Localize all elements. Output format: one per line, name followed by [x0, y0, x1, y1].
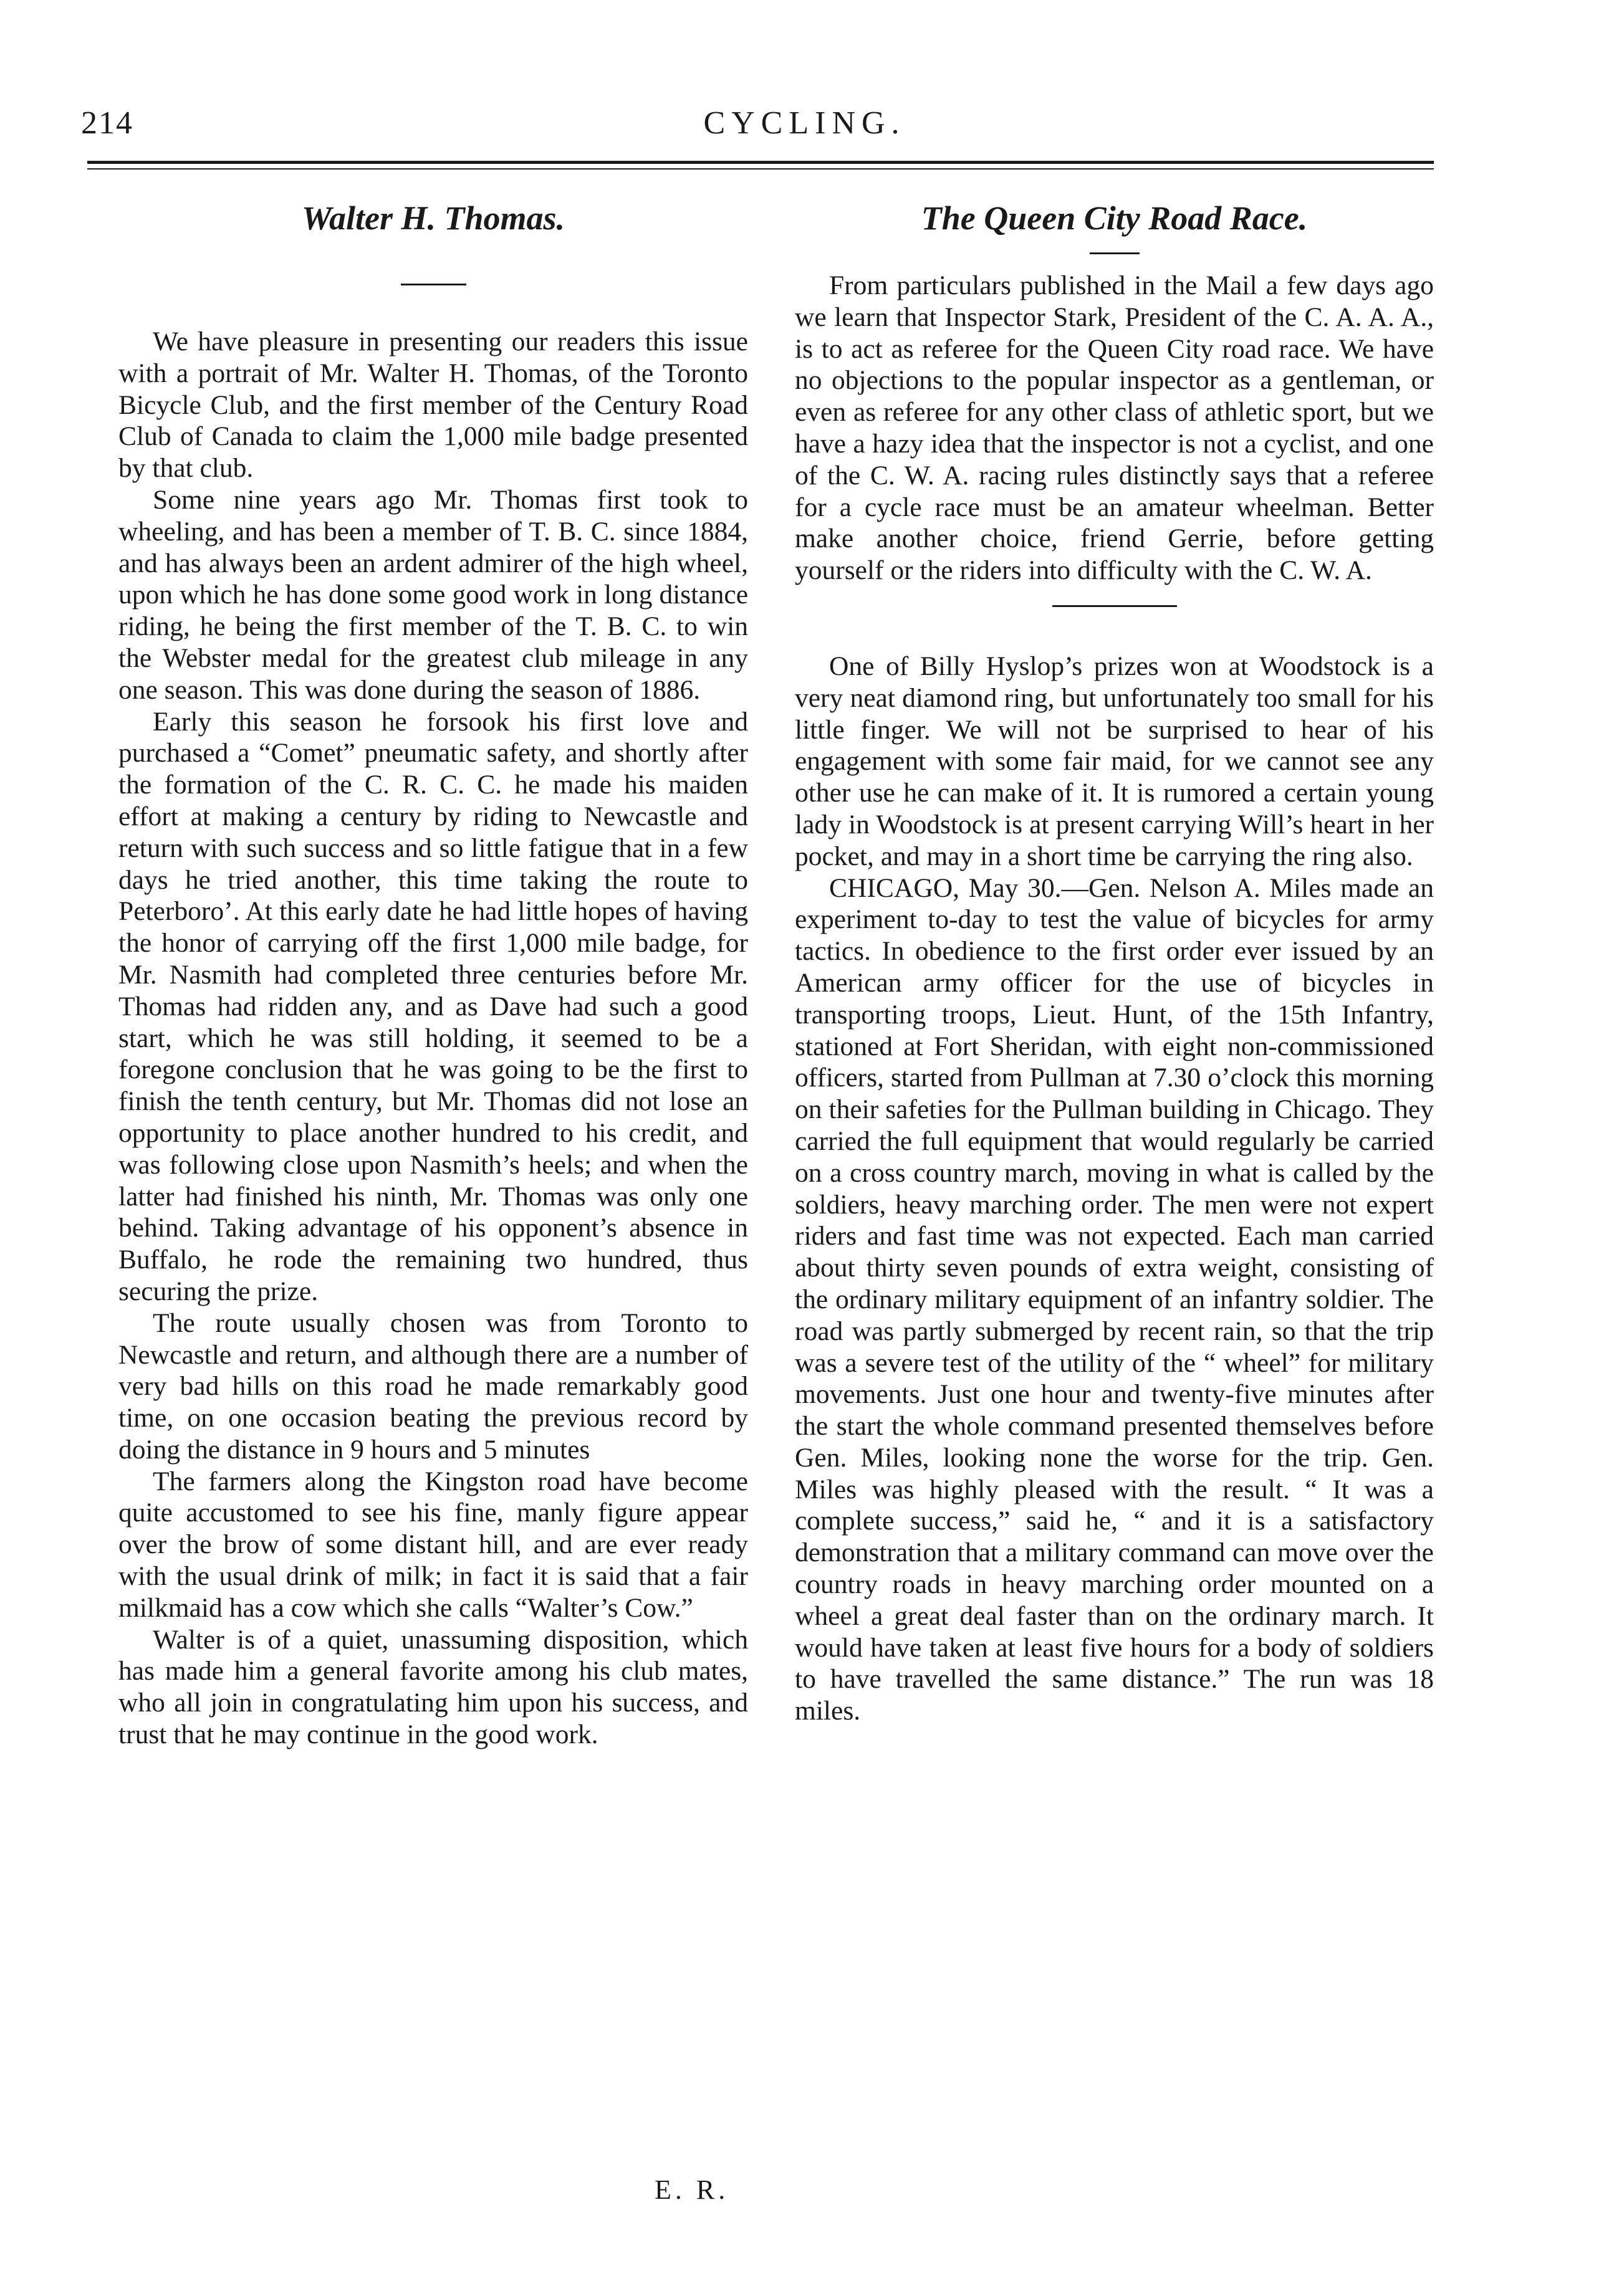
- title-divider: [401, 284, 466, 285]
- left-column: [118, 181, 748, 1751]
- page-number: 214: [81, 105, 133, 141]
- section-divider: [1052, 605, 1177, 607]
- paragraph: CHICAGO, May 30.—Gen. Nelson A. Miles made an experiment to-day to test the value of bicycles for army tactics. In obedience to the first order ever issued by an American army officer for the use of bicycles in transporting troops, Lieut. Hunt, of the 15th Infantry, stationed at Fort Sheridan, with eight non-commissioned officers, started from Pullman at 7.30 o’clock this morning on their safeties for the Pullman building in Chicago. They carried the full equipment that would regularly be carried on a cross country march, moving in what is called by the soldiers, heavy marching order. The men were not expert riders and fast time was not expected. Each man carried about thirty seven pounds of extra weight, consisting of the ordinary military equipment of an infantry soldier. The road was partly submerged by recent rain, so that the trip was a severe test of the utility of the “ wheel” for military movements. Just one hour and twenty-five minutes after the start the whole command presented themselves before Gen. Miles, looking none the worse for the trip. Gen. Miles was highly pleased with the result. “ It was a complete success,” said he, “ and it is a satisfactory demonstration that a military command can move over the country roads in heavy marching order mounted on a wheel a great deal faster than on the ordinary march. It would have taken at least five hours for a body of soldiers to have travelled the same distance.” The run was 18 miles.: [795, 873, 1434, 1726]
- article-title-queen-city-road-race: The Queen City Road Race.: [921, 199, 1308, 237]
- article-title-walter-thomas: Walter H. Thomas.: [301, 199, 565, 237]
- running-title: CYCLING.: [703, 105, 906, 141]
- paragraph: Early this season he forsook his first love and purchased a “Comet” pneumatic safety, and shortly after the formation of the C. R. C. C. he made his maiden effort at making a century by riding to Newcastle and return with such success and so little fatigue that in a few days he tried another, this time taking the route to Peterboro’. At this early date he had little hopes of having the honor of carrying off the first 1,000 mile badge, for Mr. Nasmith had completed three centuries before Mr. Thomas had ridden any, and as Dave had such a good start, which he was still holding, it seemed to be a foregone conclusion that he was going to be the first to finish the tenth century, but Mr. Thomas did not lose an opportunity to place another hundred to his credit, and was following close upon Nasmith’s heels; and when the latter had finished his ninth, Mr. Thomas was only one behind. Taking advantage of his opponent’s absence in Buffalo, he rode the remaining two hundred, thus securing the prize.: [118, 706, 748, 1306]
- header-rule: [87, 161, 1434, 164]
- paragraph: The route usually chosen was from Toronto to Newcastle and return, and although there are a number of very bad hills on this road he made remarkably good time, on one occasion beating the previous record by doing the distance in 9 hours and 5 minutes: [118, 1308, 748, 1465]
- paragraph: From particulars published in the Mail a few days ago we learn that Inspector Stark, President of the C. A. A. A., is to act as referee for the Queen City road race. We have no objections to the popular inspector as a gentleman, or even as referee for any other class of athletic sport, but we have a hazy idea that the inspector is not a cyclist, and one of the C. W. A. racing rules distinctly says that a referee for a cycle race must be an amateur wheelman. Better make another choice, friend Gerrie, before getting yourself or the riders into difficulty with the C. W. A.: [795, 270, 1434, 586]
- paragraph: The farmers along the Kingston road have become quite accustomed to see his fine, manly figure appear over the brow of some distant hill, and are ever ready with the usual drink of milk; in fact it is said that a fair milkmaid has a cow which she calls “Walter’s Cow.”: [118, 1466, 748, 1623]
- paragraph: One of Billy Hyslop’s prizes won at Woodstock is a very neat diamond ring, but unfortunately too small for his little finger. We will not be surprised to hear of his engagement with some fair maid, for we cannot see any other use he can make of it. It is rumored a certain young lady in Woodstock is at present carrying Will’s heart in her pocket, and may in a short time be carrying the ring also.: [795, 651, 1434, 871]
- paragraph: We have pleasure in presenting our readers this issue with a portrait of Mr. Walter H. Thomas, of the Toronto Bicycle Club, and the first member of the Century Road Club of Canada to claim the 1,000 mile badge presented by that club.: [118, 327, 748, 484]
- author-signature: E. R.: [655, 2174, 729, 2205]
- paragraph: Some nine years ago Mr. Thomas first took to wheeling, and has been a member of T. B. C. since 1884, and has always been an ardent admirer of the high wheel, upon which he has done some good work in long distance riding, he being the first member of the T. B. C. to win the Webster medal for the greatest club mileage in any one season. This was done during the season of 1886.: [118, 484, 748, 705]
- header-rule-thin: [87, 168, 1434, 170]
- paragraph: Walter is of a quiet, unassuming disposition, which has made him a general favorite among his club mates, who all join in congratulating him upon his success, and trust that he may continue in the good work.: [118, 1624, 748, 1750]
- right-column: [795, 181, 1434, 1727]
- title-divider: [1090, 252, 1140, 254]
